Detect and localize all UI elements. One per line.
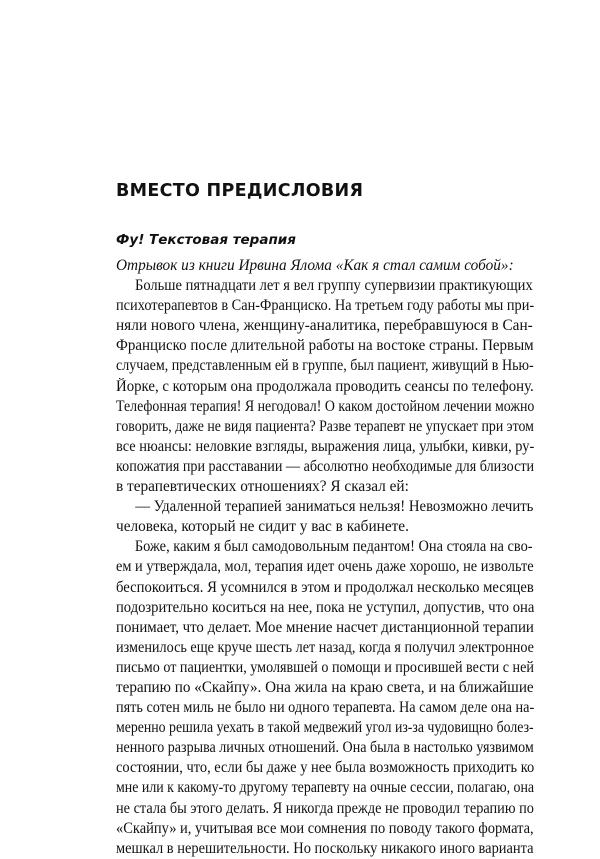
text-line: подозрительно коситься на нее, пока не уступил, допустив, что она: [116, 598, 535, 616]
text-line: ем и утверждала, мол, терапия идет очень даже хорошо, не извольте: [116, 558, 534, 576]
section-title: Фу! Текстовая терапия: [116, 232, 296, 248]
chapter-title: ВМЕСТО ПРЕДИСЛОВИЯ: [116, 181, 364, 201]
text-line: мешкал в нерешительности. Но поскольку никакого иного варианта: [116, 839, 534, 857]
text-line: психотерапевтов в Сан-Франциско. На третьем году работы мы при-: [116, 297, 535, 315]
text-line: Йорке, с которым она продолжала проводить сеансы по телефону.: [116, 377, 534, 395]
text-line: пять сотен миль не было ни одного терапевта. На самом деле она на-: [116, 699, 535, 717]
text-line: письмо от пациентки, умолявшей о помощи и просившей вести с ней: [116, 658, 534, 676]
text-line: понимает, что делает. Мое мнение насчет дистанционной терапии: [116, 618, 534, 636]
text-line: няли нового члена, женщину-аналитика, перебравшуюся в Сан-: [116, 317, 533, 335]
text-line: в терапевтических отношениях? Я сказал ей:: [116, 478, 409, 496]
text-line: говорить, даже не видя пациента? Разве терапевт не упускает при этом: [116, 417, 534, 435]
text-line: случаем, представленным ей в группе, был пациент, живущий в Нью-: [116, 357, 534, 375]
text-line: «Скайпу» и, учитывая все мои сомнения по поводу такого формата,: [116, 819, 534, 837]
text-line: человека, который не сидит у вас в кабинете.: [116, 518, 409, 536]
text-line: терапию по «Скайпу». Она жила на краю света, и на ближайшие: [116, 678, 534, 696]
text-line: не стала бы этого делать. Я никогда прежде не проводил терапию по: [116, 799, 534, 817]
text-line: Больше пятнадцати лет я вел группу супервизии практикующих: [134, 277, 533, 295]
text-line: все нюансы: неловкие взгляды, выражения лица, улыбки, кивки, ру-: [116, 437, 535, 455]
body-text: [116, 256, 534, 859]
text-line: состоянии, что, если бы даже у нее была возможность приходить ко: [116, 759, 535, 777]
text-line: Телефонная терапия! Я негодовал! О каком достойном лечении можно: [116, 397, 535, 415]
text-line: Боже, каким я был самодовольным педантом! Она стояла на сво-: [134, 538, 533, 556]
text-line: беспокоиться. Я усомнился в этом и продолжал несколько месяцев: [116, 578, 534, 596]
text-line: Франциско после длительной работы на востоке страны. Первым: [116, 337, 534, 355]
text-line: мне или к какому-то другому терапевту на очные сессии, полагаю, она: [116, 779, 535, 797]
text-line: копожатия при расставании — абсолютно необходимые для близости: [116, 457, 535, 475]
text-line: изменилось еще круче шесть лет назад, когда я получил электронное: [116, 638, 534, 656]
intro-line: Отрывок из книги Ирвина Ялома «Как я стал самим собой»:: [116, 257, 514, 274]
text-line: — Удаленной терапией заниматься нельзя! Невозможно лечить: [135, 498, 534, 516]
text-line: меренно решила уехать в такой медвежий угол из-за чудовищно болез-: [116, 719, 534, 737]
text-line: ненного разрыва личных отношений. Она была в настолько уязвимом: [116, 739, 534, 757]
